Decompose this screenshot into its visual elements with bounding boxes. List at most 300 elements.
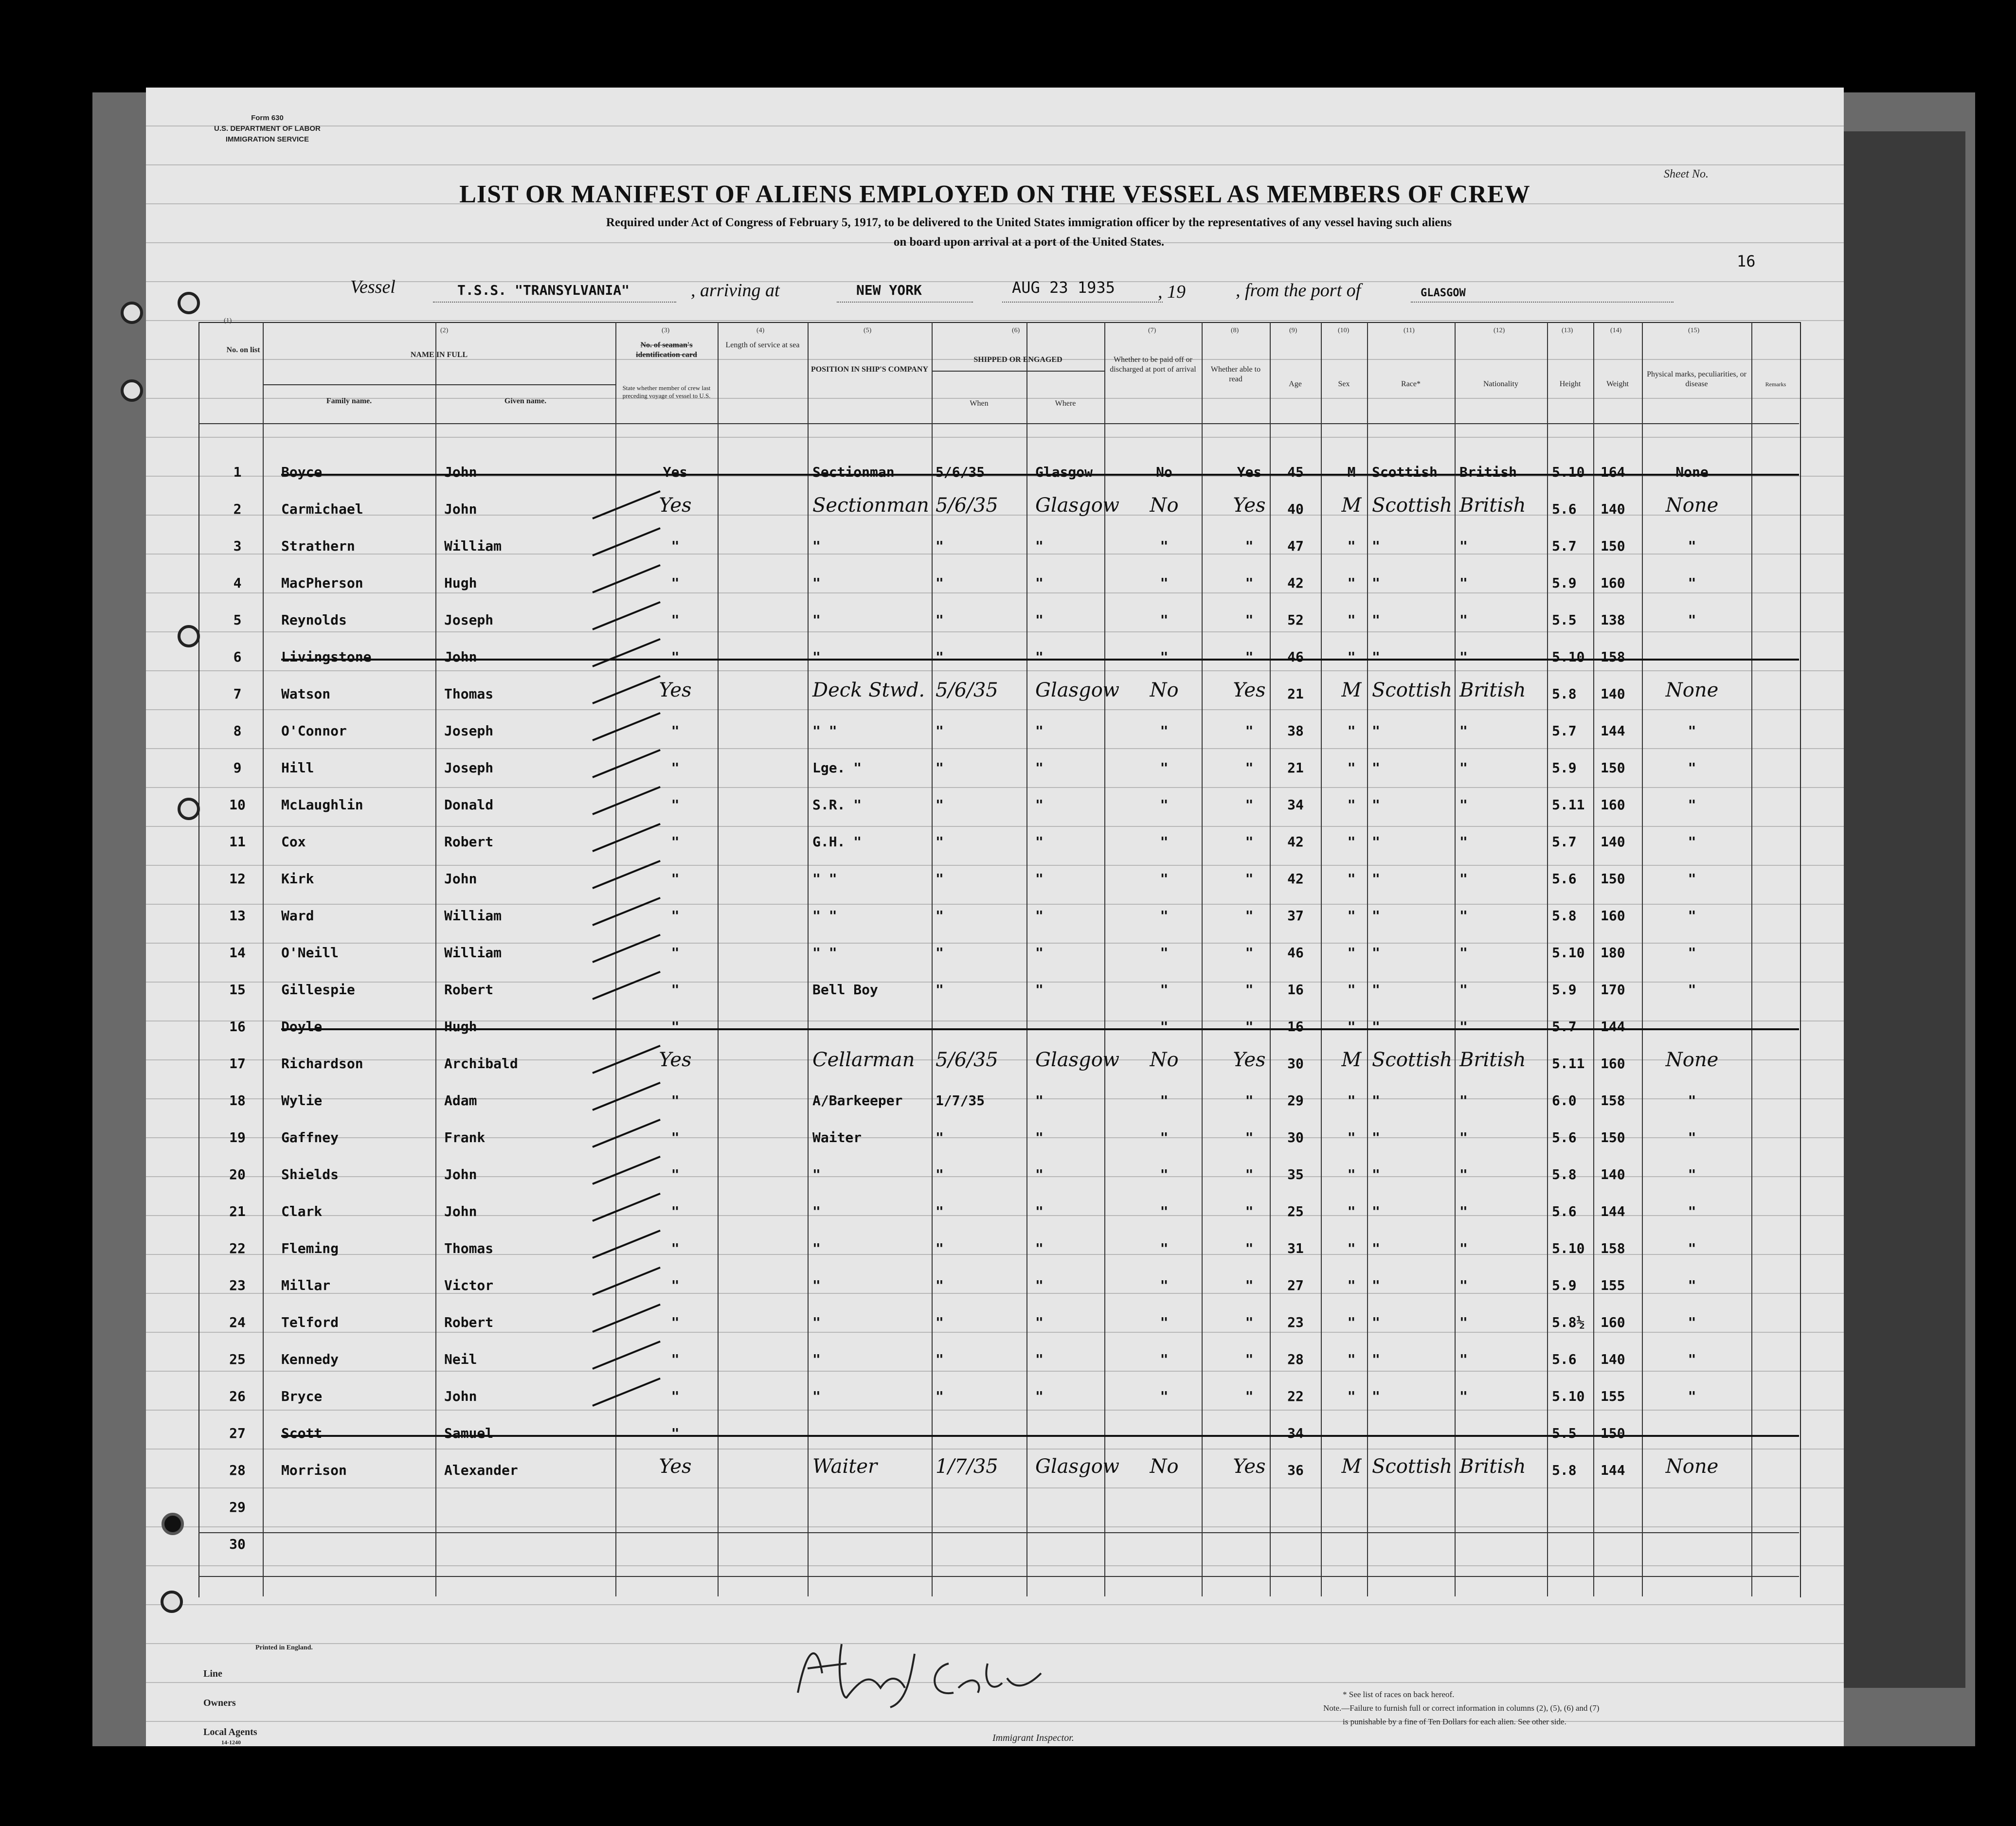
no-on-list-cell: 16: [229, 1019, 246, 1035]
shipped-where-cell: ": [1035, 1351, 1044, 1367]
given-name-cell: Victor: [444, 1277, 494, 1293]
able-to-read-cell: ": [1245, 1092, 1254, 1109]
punch-hole: [162, 1513, 184, 1535]
column-number: (14): [1610, 327, 1622, 334]
nationality-cell: British: [1459, 494, 1526, 517]
check-slash-mark: [592, 1045, 661, 1074]
table-row: [198, 1266, 1799, 1304]
previous-voyage-cell: ": [671, 1351, 680, 1367]
given-name-cell: William: [444, 538, 502, 554]
height-cell: 5.8: [1552, 908, 1577, 924]
no-on-list-cell: 20: [229, 1166, 246, 1182]
height-cell: 5.6: [1552, 871, 1577, 887]
height-cell: 5.10: [1552, 945, 1585, 961]
given-name-cell: John: [444, 501, 477, 517]
table-row: [198, 1118, 1799, 1156]
height-cell: 5.8: [1552, 686, 1577, 702]
no-on-list-cell: 3: [233, 538, 242, 554]
family-name-cell: Ward: [281, 908, 314, 924]
weight-cell: 144: [1601, 1019, 1625, 1035]
subtitle-line-2: on board upon arrival at a port of the United States.: [893, 235, 1165, 249]
no-on-list-cell: 13: [229, 908, 246, 924]
race-cell: ": [1372, 1314, 1380, 1330]
table-row: [198, 748, 1799, 786]
shipped-when-cell: ": [936, 1277, 944, 1293]
position-cell: Cellarman: [812, 1049, 915, 1071]
able-to-read-cell: ": [1245, 612, 1254, 628]
given-name-cell: John: [444, 464, 477, 480]
given-name-cell: John: [444, 1203, 477, 1219]
subtitle-line-1: Required under Act of Congress of February 5, 1917, to be delivered to the United States immigration officer by the representatives of any vessel having such aliens: [606, 216, 1452, 229]
weight-cell: 150: [1601, 1425, 1625, 1441]
check-slash-mark: [592, 1230, 661, 1259]
position-cell: ": [812, 1314, 821, 1330]
column-number: (11): [1404, 327, 1415, 334]
no-on-list-cell: 29: [229, 1499, 246, 1515]
able-to-read-cell: ": [1245, 834, 1254, 850]
weight-cell: 138: [1601, 612, 1625, 628]
header-name-in-full: NAME IN FULL: [410, 351, 468, 359]
paid-off-cell: ": [1160, 1314, 1169, 1330]
header-where: Where: [1055, 399, 1076, 408]
shipped-where-cell: ": [1035, 1388, 1044, 1404]
sex-cell: ": [1347, 1166, 1356, 1182]
physical-marks-cell: None: [1665, 679, 1719, 701]
family-name-cell: Clark: [281, 1203, 323, 1219]
height-cell: 5.6: [1552, 1129, 1577, 1146]
check-slash-mark: [592, 1341, 661, 1370]
family-name-cell: Strathern: [281, 538, 355, 554]
able-to-read-cell: ": [1245, 538, 1254, 554]
family-name-cell: Gillespie: [281, 982, 355, 998]
penalty-note-2: is punishable by a fine of Ten Dollars for each alien. See other side.: [1343, 1717, 1566, 1726]
sex-cell: M: [1347, 464, 1356, 480]
family-name-cell: Livingstone: [281, 649, 372, 665]
previous-voyage-cell: ": [671, 538, 680, 554]
able-to-read-cell: Yes: [1233, 679, 1266, 701]
shipped-when-cell: 5/6/35: [936, 494, 998, 517]
able-to-read-cell: ": [1245, 797, 1254, 813]
no-on-list-cell: 26: [229, 1388, 246, 1404]
height-cell: 5.8: [1552, 1462, 1577, 1478]
check-slash-mark: [592, 601, 661, 630]
physical-marks-cell: ": [1688, 1240, 1696, 1256]
physical-marks-cell: ": [1688, 871, 1696, 887]
previous-voyage-cell: ": [671, 908, 680, 924]
able-to-read-cell: Yes: [1233, 494, 1266, 517]
arrival-port: NEW YORK: [856, 282, 922, 298]
previous-voyage-cell: ": [671, 871, 680, 887]
given-name-cell: Thomas: [444, 686, 494, 702]
family-name-cell: O'Connor: [281, 723, 347, 739]
check-slash-mark: [592, 1156, 661, 1185]
shipped-where-cell: ": [1035, 797, 1044, 813]
height-cell: 6.0: [1552, 1092, 1577, 1109]
previous-voyage-cell: Yes: [659, 679, 692, 701]
weight-cell: 150: [1601, 538, 1625, 554]
shipped-where-cell: ": [1035, 1203, 1044, 1219]
header-weight: Weight: [1606, 380, 1629, 388]
age-cell: 46: [1287, 945, 1304, 961]
age-cell: 31: [1287, 1240, 1304, 1256]
shipped-subheader-rule: [932, 371, 1104, 372]
given-name-cell: Robert: [444, 1314, 494, 1330]
table-row: [198, 933, 1799, 971]
header-given-name: Given name.: [504, 397, 547, 405]
age-cell: 34: [1287, 797, 1304, 813]
physical-marks-cell: ": [1688, 723, 1696, 739]
position-cell: ": [812, 649, 821, 665]
shipped-when-cell: ": [936, 1129, 944, 1146]
physical-marks-cell: None: [1675, 464, 1709, 480]
punch-hole: [121, 379, 143, 402]
race-cell: ": [1372, 723, 1380, 739]
position-cell: ": [812, 1240, 821, 1256]
age-cell: 36: [1287, 1462, 1304, 1478]
age-cell: 42: [1287, 871, 1304, 887]
column-number: (12): [1494, 327, 1505, 334]
footer-agents-label: Local Agents: [203, 1727, 257, 1737]
weight-cell: 140: [1601, 1351, 1625, 1367]
header-able-to-read: Whether able to read: [1210, 365, 1261, 383]
paid-off-cell: ": [1160, 1166, 1169, 1182]
race-cell: ": [1372, 575, 1380, 591]
physical-marks-cell: ": [1688, 1092, 1696, 1109]
able-to-read-cell: ": [1245, 1166, 1254, 1182]
shipped-when-cell: ": [936, 1351, 944, 1367]
previous-voyage-cell: ": [671, 1203, 680, 1219]
age-cell: 29: [1287, 1092, 1304, 1109]
physical-marks-cell: ": [1688, 1166, 1696, 1182]
able-to-read-cell: ": [1245, 945, 1254, 961]
table-row: [198, 674, 1799, 712]
shipped-where-cell: ": [1035, 760, 1044, 776]
position-cell: Waiter: [812, 1455, 878, 1478]
able-to-read-cell: ": [1245, 908, 1254, 924]
header-nationality: Nationality: [1483, 380, 1518, 388]
check-slash-mark: [592, 749, 661, 778]
sex-cell: ": [1347, 723, 1356, 739]
height-cell: 5.7: [1552, 723, 1577, 739]
race-cell: Scottish: [1372, 1049, 1453, 1071]
no-on-list-cell: 22: [229, 1240, 246, 1256]
column-number: (2): [440, 327, 449, 334]
position-cell: ": [812, 1277, 821, 1293]
weight-cell: 144: [1601, 1203, 1625, 1219]
paid-off-cell: No: [1150, 494, 1179, 517]
check-slash-mark: [592, 1378, 661, 1407]
given-name-cell: Hugh: [444, 1019, 477, 1035]
paid-off-cell: ": [1160, 612, 1169, 628]
position-cell: ": [812, 1203, 821, 1219]
weight-cell: 180: [1601, 945, 1625, 961]
weight-cell: 144: [1601, 1462, 1625, 1478]
height-cell: 5.6: [1552, 1351, 1577, 1367]
weight-cell: 144: [1601, 723, 1625, 739]
no-on-list-cell: 18: [229, 1092, 246, 1109]
header-race: Race*: [1401, 380, 1421, 388]
family-name-cell: McLaughlin: [281, 797, 363, 813]
no-on-list-cell: 24: [229, 1314, 246, 1330]
header-remarks: Remarks: [1765, 381, 1786, 388]
position-cell: " ": [812, 908, 837, 924]
age-cell: 38: [1287, 723, 1304, 739]
physical-marks-cell: ": [1688, 538, 1696, 554]
paid-off-cell: ": [1160, 760, 1169, 776]
check-slash-mark: [592, 786, 661, 815]
weight-cell: 140: [1601, 501, 1625, 517]
previous-voyage-cell: ": [671, 1314, 680, 1330]
sex-cell: ": [1347, 1129, 1356, 1146]
physical-marks-cell: ": [1688, 945, 1696, 961]
no-on-list-cell: 11: [229, 834, 246, 850]
from-port-underline: [1411, 302, 1674, 303]
family-name-cell: Kirk: [281, 871, 314, 887]
shipped-when-cell: ": [936, 982, 944, 998]
race-cell: ": [1372, 538, 1380, 554]
table-row: [198, 1044, 1799, 1082]
nationality-cell: ": [1459, 1240, 1468, 1256]
shipped-where-cell: ": [1035, 871, 1044, 887]
no-on-list-cell: 1: [233, 464, 242, 480]
given-name-cell: Robert: [444, 982, 494, 998]
shipped-where-cell: ": [1035, 982, 1044, 998]
table-row: [198, 1229, 1799, 1267]
shipped-when-cell: ": [936, 612, 944, 628]
sex-cell: ": [1347, 1277, 1356, 1293]
given-name-cell: Joseph: [444, 612, 494, 628]
weight-cell: 140: [1601, 686, 1625, 702]
document-subtitle: [379, 213, 1678, 252]
paid-off-cell: ": [1160, 1388, 1169, 1404]
table-row: [198, 859, 1799, 897]
age-cell: 30: [1287, 1129, 1304, 1146]
shipped-where-cell: ": [1035, 908, 1044, 924]
header-no-on-list: No. on list: [226, 346, 260, 354]
paid-off-cell: ": [1160, 1203, 1169, 1219]
shipped-where-cell: ": [1035, 575, 1044, 591]
given-name-cell: John: [444, 649, 477, 665]
race-cell: ": [1372, 871, 1380, 887]
table-row: [198, 1414, 1799, 1451]
sex-cell: ": [1347, 1092, 1356, 1109]
height-cell: 5.9: [1552, 1277, 1577, 1293]
paid-off-cell: ": [1160, 945, 1169, 961]
column-number: (1): [224, 317, 232, 324]
paid-off-cell: ": [1160, 1092, 1169, 1109]
table-row: [198, 785, 1799, 823]
family-name-cell: Millar: [281, 1277, 331, 1293]
paid-off-cell: ": [1160, 1240, 1169, 1256]
check-slash-mark: [592, 712, 661, 741]
no-on-list-cell: 9: [233, 760, 242, 776]
weight-cell: 155: [1601, 1388, 1625, 1404]
age-cell: 35: [1287, 1166, 1304, 1182]
shipped-when-cell: 5/6/35: [936, 1049, 998, 1071]
able-to-read-cell: ": [1245, 1203, 1254, 1219]
table-row: [198, 970, 1799, 1008]
race-cell: Scottish: [1372, 494, 1453, 517]
given-name-cell: Alexander: [444, 1462, 518, 1478]
table-row: [198, 822, 1799, 860]
table-row: [198, 896, 1799, 934]
position-cell: " ": [812, 723, 837, 739]
check-slash-mark: [592, 1119, 661, 1148]
age-cell: 42: [1287, 834, 1304, 850]
physical-marks-cell: ": [1688, 1314, 1696, 1330]
document-title: LIST OR MANIFEST OF ALIENS EMPLOYED ON THE VESSEL AS MEMBERS OF CREW: [459, 180, 1530, 208]
check-slash-mark: [592, 823, 661, 852]
nationality-cell: ": [1459, 760, 1468, 776]
position-cell: Waiter: [812, 1129, 862, 1146]
able-to-read-cell: ": [1245, 575, 1254, 591]
weight-cell: 140: [1601, 1166, 1625, 1182]
inspector-label: Immigrant Inspector.: [992, 1733, 1074, 1743]
age-cell: 46: [1287, 649, 1304, 665]
height-cell: 5.5: [1552, 612, 1577, 628]
position-cell: Sectionman: [812, 494, 929, 517]
family-name-cell: Carmichael: [281, 501, 363, 517]
paid-off-cell: ": [1160, 649, 1169, 665]
nationality-cell: British: [1459, 1049, 1526, 1071]
height-cell: 5.9: [1552, 982, 1577, 998]
shipped-when-cell: ": [936, 575, 944, 591]
sex-cell: ": [1347, 1240, 1356, 1256]
check-slash-mark: [592, 1267, 661, 1296]
sex-cell: ": [1347, 834, 1356, 850]
header-when: When: [970, 399, 989, 408]
family-name-cell: MacPherson: [281, 575, 363, 591]
previous-voyage-cell: ": [671, 1019, 680, 1035]
position-cell: ": [812, 1166, 821, 1182]
inspector-signature: [788, 1634, 1080, 1712]
able-to-read-cell: ": [1245, 871, 1254, 887]
nationality-cell: ": [1459, 797, 1468, 813]
age-cell: 30: [1287, 1056, 1304, 1072]
previous-voyage-cell: Yes: [659, 1455, 692, 1478]
table-row: [198, 637, 1799, 675]
header-height: Height: [1559, 380, 1581, 388]
physical-marks-cell: ": [1688, 1129, 1696, 1146]
previous-voyage-cell: Yes: [663, 464, 688, 480]
age-cell: 21: [1287, 686, 1304, 702]
row-30-rule: [198, 1576, 1799, 1577]
given-name-cell: Neil: [444, 1351, 477, 1367]
previous-voyage-cell: Yes: [659, 1049, 692, 1071]
nationality-cell: ": [1459, 945, 1468, 961]
no-on-list-cell: 12: [229, 871, 246, 887]
height-cell: 5.10: [1552, 464, 1585, 480]
shipped-when-cell: 5/6/35: [936, 679, 998, 701]
age-cell: 47: [1287, 538, 1304, 554]
nationality-cell: ": [1459, 1092, 1468, 1109]
service-name: IMMIGRATION SERVICE: [225, 135, 309, 143]
race-cell: ": [1372, 1240, 1380, 1256]
header-physical-marks: Physical marks, peculiarities, or disease: [1647, 370, 1746, 388]
given-name-cell: Archibald: [444, 1056, 518, 1072]
able-to-read-cell: ": [1245, 723, 1254, 739]
no-on-list-cell: 5: [233, 612, 242, 628]
table-row: [198, 1007, 1799, 1045]
previous-voyage-cell: ": [671, 1092, 680, 1109]
height-cell: 5.9: [1552, 575, 1577, 591]
column-number: (13): [1562, 327, 1573, 334]
shipped-when-cell: 1/7/35: [936, 1092, 985, 1109]
paid-off-cell: ": [1160, 982, 1169, 998]
shipped-when-cell: ": [936, 797, 944, 813]
sex-cell: ": [1347, 538, 1356, 554]
given-name-cell: Adam: [444, 1092, 477, 1109]
height-cell: 5.7: [1552, 1019, 1577, 1035]
weight-cell: 160: [1601, 575, 1625, 591]
nationality-cell: British: [1459, 464, 1517, 480]
no-on-list-cell: 8: [233, 723, 242, 739]
age-cell: 52: [1287, 612, 1304, 628]
able-to-read-cell: ": [1245, 1314, 1254, 1330]
physical-marks-cell: ": [1688, 612, 1696, 628]
shipped-when-cell: ": [936, 834, 944, 850]
date-underline: [1002, 302, 1163, 303]
race-cell: ": [1372, 1351, 1380, 1367]
shipped-where-cell: Glasgow: [1035, 1049, 1120, 1071]
no-on-list-cell: 30: [229, 1536, 246, 1552]
column-number: (9): [1289, 327, 1297, 334]
vessel-label: Vessel: [350, 277, 396, 297]
age-cell: 45: [1287, 464, 1304, 480]
position-cell: ": [812, 1388, 821, 1404]
position-cell: A/Barkeeper: [812, 1092, 903, 1109]
no-on-list-cell: 27: [229, 1425, 246, 1441]
sex-cell: M: [1341, 494, 1362, 517]
previous-voyage-cell: ": [671, 1425, 680, 1441]
header-id-card-struck: No. of seaman's identification card: [636, 341, 697, 359]
no-on-list-cell: 15: [229, 982, 246, 998]
position-cell: ": [812, 612, 821, 628]
shipped-when-cell: ": [936, 945, 944, 961]
given-name-cell: William: [444, 945, 502, 961]
paid-off-cell: ": [1160, 723, 1169, 739]
paid-off-cell: ": [1160, 1129, 1169, 1146]
able-to-read-cell: ": [1245, 1388, 1254, 1404]
shipped-where-cell: ": [1035, 612, 1044, 628]
family-name-cell: Gaffney: [281, 1129, 339, 1146]
race-cell: ": [1372, 1277, 1380, 1293]
height-cell: 5.6: [1552, 1203, 1577, 1219]
race-cell: ": [1372, 1203, 1380, 1219]
height-cell: 5.9: [1552, 760, 1577, 776]
weight-cell: 158: [1601, 1092, 1625, 1109]
nationality-cell: ": [1459, 1277, 1468, 1293]
family-name-cell: Wylie: [281, 1092, 323, 1109]
position-cell: Lge. ": [812, 760, 862, 776]
race-cell: ": [1372, 760, 1380, 776]
shipped-where-cell: Glasgow: [1035, 1455, 1120, 1478]
race-cell: ": [1372, 1019, 1380, 1035]
family-name-cell: Reynolds: [281, 612, 347, 628]
table-row: [198, 563, 1799, 601]
given-name-cell: Robert: [444, 834, 494, 850]
physical-marks-cell: None: [1665, 494, 1719, 517]
age-cell: 16: [1287, 1019, 1304, 1035]
column-number: (15): [1688, 327, 1700, 334]
height-cell: 5.10: [1552, 1240, 1585, 1256]
race-cell: ": [1372, 612, 1380, 628]
table-row: [198, 1303, 1799, 1341]
vessel-name: T.S.S. "TRANSYLVANIA": [457, 282, 630, 298]
position-cell: G.H. ": [812, 834, 862, 850]
shipped-when-cell: 1/7/35: [936, 1455, 998, 1478]
age-cell: 23: [1287, 1314, 1304, 1330]
